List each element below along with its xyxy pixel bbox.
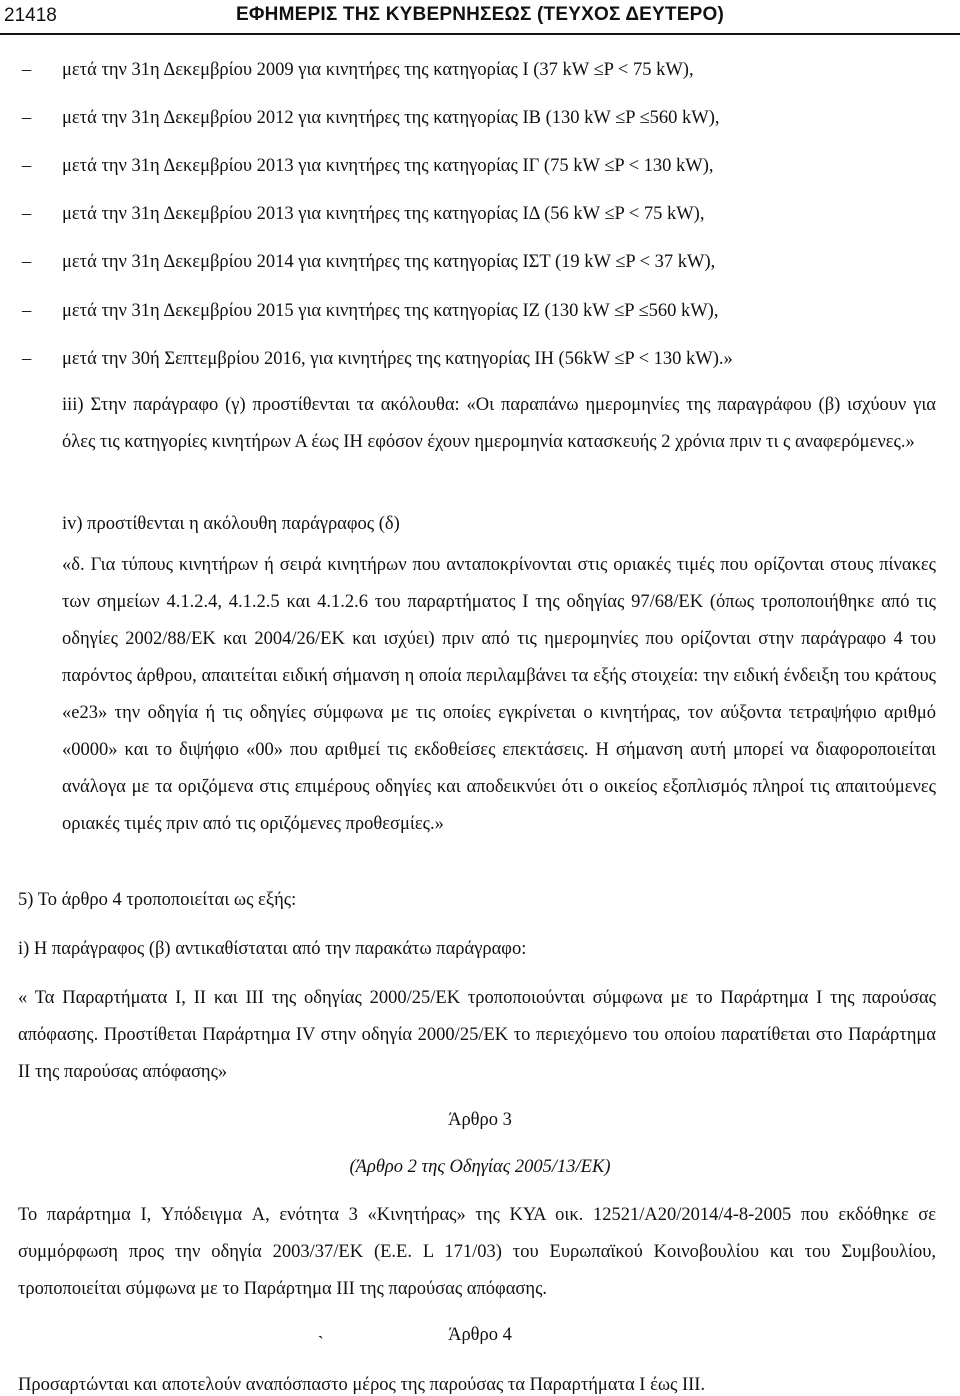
article-4-body: Προσαρτώνται και αποτελούν αναπόσπαστο μέρος της παρούσας τα Παραρτήματα I έως III. [18, 1375, 706, 1395]
dash-bullet: – [22, 156, 32, 176]
list-item [0, 60, 960, 86]
list-item [0, 204, 960, 230]
list-item [0, 252, 960, 278]
list-item-text: μετά την 31η Δεκεμβρίου 2009 για κινητήρες της κατηγορίας I (37 kW ≤P < 75 kW), [62, 60, 694, 80]
header-rule [0, 33, 960, 35]
list-item-text: μετά την 30ή Σεπτεμβρίου 2016, για κινητήρες της κατηγορίας ΙΗ (56kW ≤P < 130 kW).» [62, 349, 733, 369]
list-item [0, 108, 960, 134]
dash-bullet: – [22, 252, 32, 272]
list-item [0, 156, 960, 182]
quoted-paragraph: « Τα Παραρτήματα I, II και III της οδηγίας 2000/25/ΕΚ τροποποιούνται σύμφωνα με το Παράρτημα I της παρούσας απόφασης. Προστίθεται Παράρτημα IV στην οδηγία 2000/25/ΕΚ το περιεχόμενο του οποίου παρατίθεται στο Παράρτημα II της παρούσας απόφασης» [18, 988, 936, 1082]
paragraph-delta: «δ. Για τύπους κινητήρων ή σειρά κινητήρων που ανταποκρίνονται στις οριακές τιμές που ορίζονται στους πίνακες των σημείων 4.1.2.4, 4.1.2.5 και 4.1.2.6 του παραρτήματος I της οδηγίας 97/68/ΕΚ (όπως τροποποιήθηκε από τις οδηγίες 2002/88/ΕΚ και 2004/26/ΕΚ και ισχύει) πριν από τις ημερομηνίες που ορίζονται στην παράγραφο 4 του παρόντος άρθρου, απαιτείται ειδική σήμανση η οποία περιλαμβάνει τα εξής στοιχεία: την ειδική ένδειξη του κράτους «e23» την οδηγία ή τις οδηγίες σύμφωνα με τις οποίες εγκρίνεται ο κινητήρας, τον αύξοντα τετραψήφιο αριθμό «0000» και το διψήφιο «00» που αριθμεί τις εκδοθείσες επεκτάσεις. Η σήμανση αυτή μπορεί να διαφοροποιείται ανάλογα με τα οριζόμενα στις επιμέρους οδηγίες και αποδεικνύει ότι ο οικείος εξοπλισμός πληροί τις απαιτούμενες οριακές τιμές πριν από τις οριζόμενες προθεσμίες.» [62, 555, 936, 834]
dash-bullet: – [22, 301, 32, 321]
list-item-text: μετά την 31η Δεκεμβρίου 2013 για κινητήρες της κατηγορίας ΙΔ (56 kW ≤P < 75 kW), [62, 204, 705, 224]
article-4-title: Άρθρο 4 [448, 1325, 512, 1345]
list-item [0, 349, 960, 375]
list-item [0, 301, 960, 327]
list-item-text: μετά την 31η Δεκεμβρίου 2015 για κινητήρες της κατηγορίας ΙΖ (130 kW ≤P ≤560 kW), [62, 301, 719, 321]
dash-bullet: – [22, 60, 32, 80]
list-item-text: μετά την 31η Δεκεμβρίου 2014 για κινητήρες της κατηγορίας ΙΣΤ (19 kW ≤P < 37 kW), [62, 252, 716, 272]
dash-bullet: – [22, 204, 32, 224]
paragraph-iv: iv) προστίθενται η ακόλουθη παράγραφος (δ) [62, 514, 400, 534]
page-number: 21418 [4, 5, 57, 26]
dash-bullet: – [22, 349, 32, 369]
article-3-body: Το παράρτημα I, Υπόδειγμα A, ενότητα 3 «Κινητήρας» της ΚΥΑ οικ. 12521/Α20/2014/4-8-2005 που εκδόθηκε σε συμμόρφωση προς την οδηγία 2003/37/ΕΚ (Ε.Ε. L 171/03) του Ευρωπαϊκού Κοινοβουλίου και του Συμβουλίου, τροποποιείται σύμφωνα με το Παράρτημα III της παρούσας απόφασης. [18, 1205, 936, 1299]
gazette-title: ΕΦΗΜΕΡΙΣ ΤΗΣ ΚΥΒΕΡΝΗΣΕΩΣ (ΤΕΥΧΟΣ ΔΕΥΤΕΡΟ) [236, 4, 724, 25]
page-header [0, 0, 960, 34]
list-item-text: μετά την 31η Δεκεμβρίου 2012 για κινητήρες της κατηγορίας IB (130 kW ≤P ≤560 kW), [62, 108, 720, 128]
list-item-text: μετά την 31η Δεκεμβρίου 2013 για κινητήρες της κατηγορίας ΙΓ (75 kW ≤P < 130 kW), [62, 156, 714, 176]
article-3-title: Άρθρο 3 [448, 1110, 512, 1130]
paragraph-iii: iii) Στην παράγραφο (γ) προστίθενται τα ακόλουθα: «Οι παραπάνω ημερομηνίες της παραγράφου (β) ισχύουν για όλες τις κατηγορίες κινητήρων Α έως ΙΗ εφόσον έχουν ημερομηνία κατασκευής 2 χρόνια πριν τι ς αναφερόμενες.» [62, 395, 936, 452]
article-3-subtitle: (Άρθρο 2 της Οδηγίας 2005/13/ΕΚ) [349, 1157, 611, 1177]
item-5: 5) Το άρθρο 4 τροποποιείται ως εξής: [18, 890, 297, 910]
dash-bullet: – [22, 108, 32, 128]
item-5-i: i) Η παράγραφος (β) αντικαθίσταται από την παρακάτω παράγραφο: [18, 939, 527, 959]
stray-scan-mark: ˎ [318, 1322, 324, 1339]
